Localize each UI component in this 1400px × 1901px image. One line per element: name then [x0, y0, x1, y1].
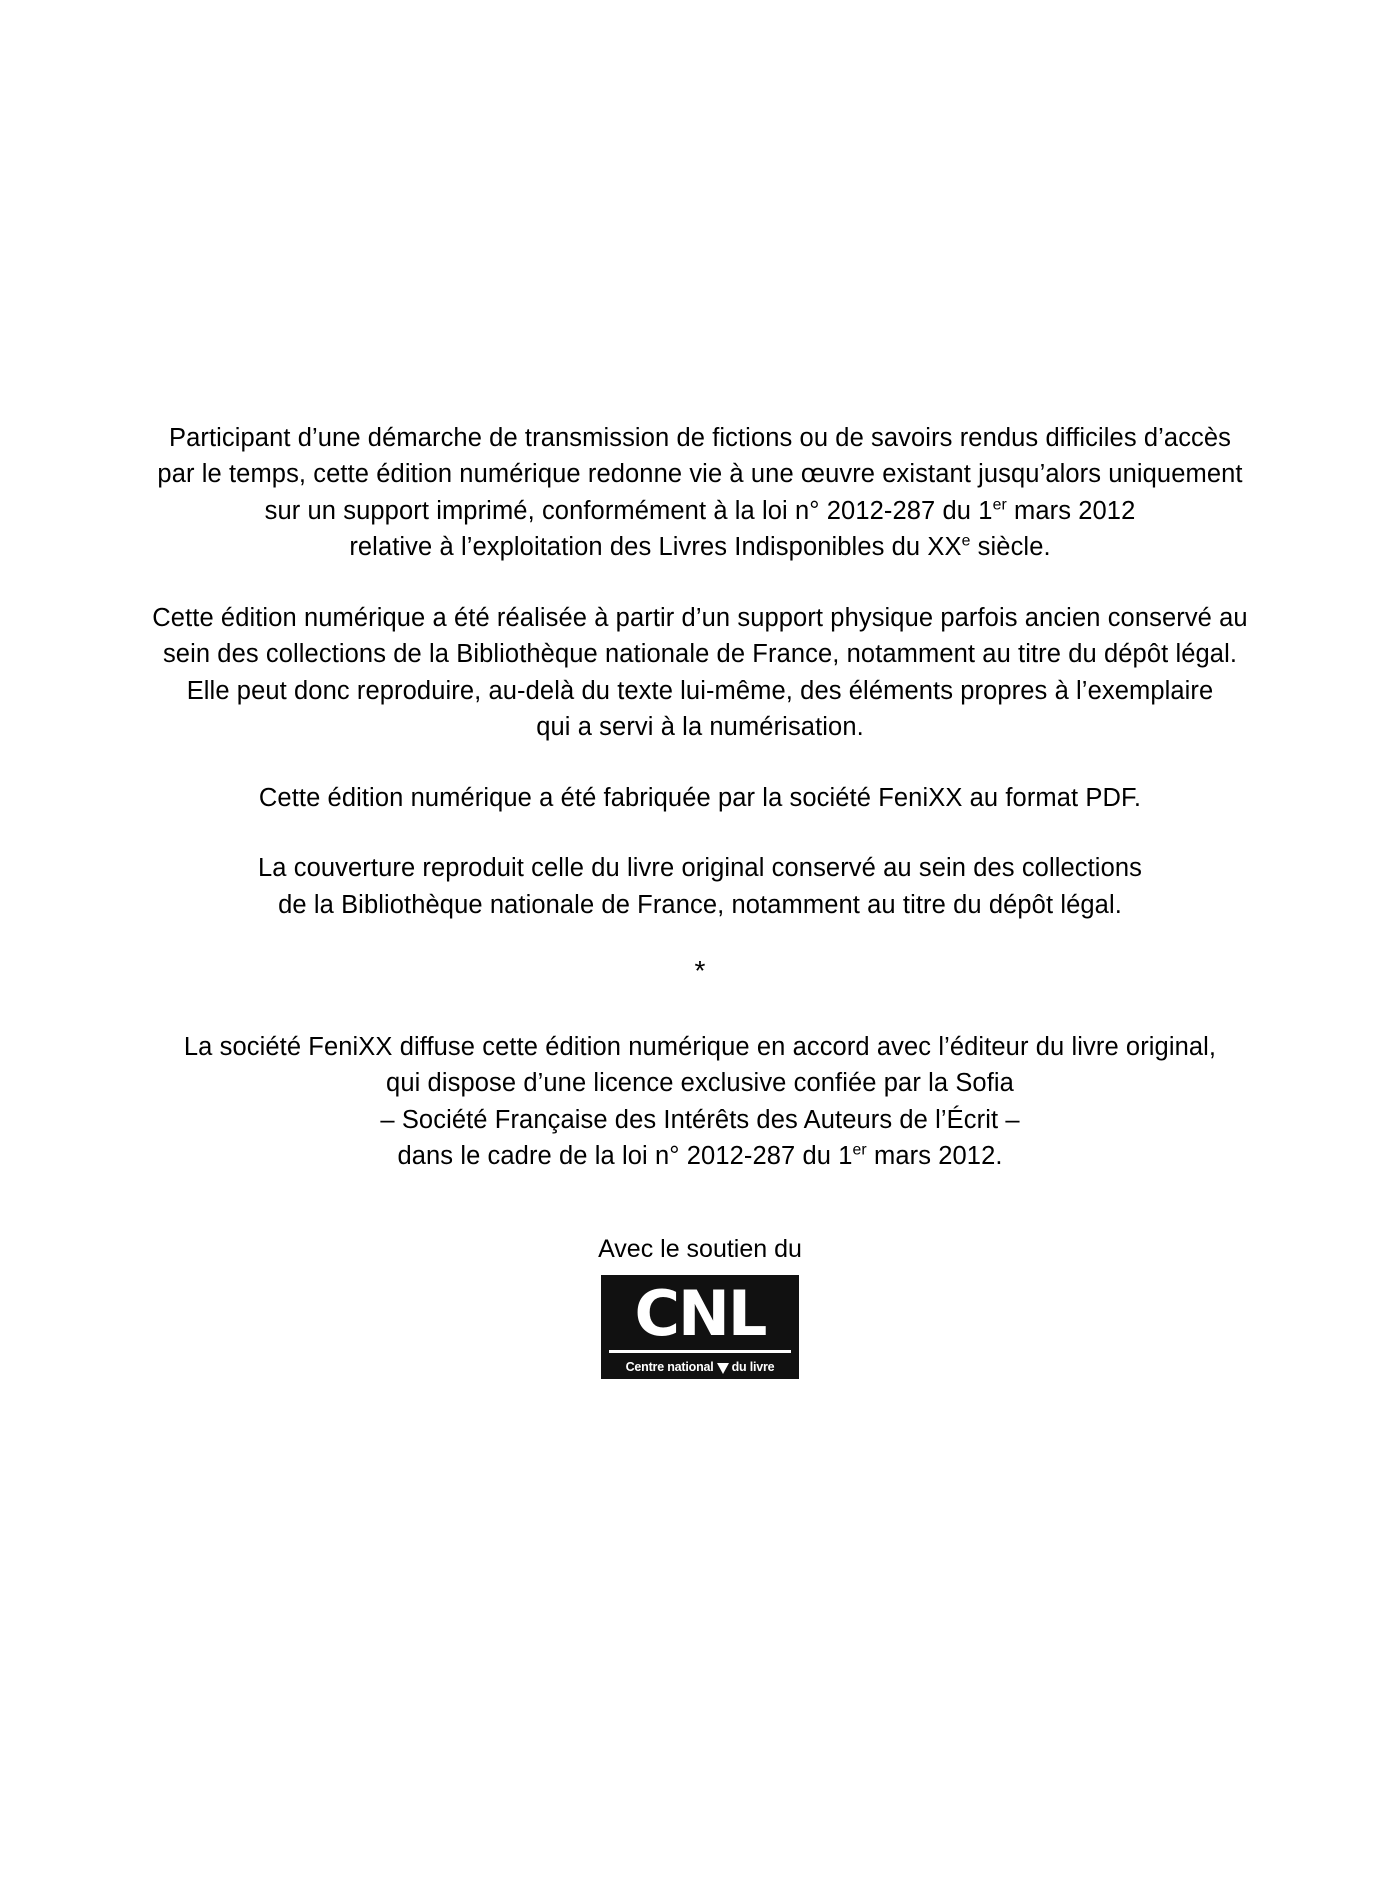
support-block: [120, 1233, 1280, 1380]
paragraph-couverture-line-2: de la Bibliothèque nationale de France, notamment au titre du dépôt légal.: [278, 890, 1122, 919]
section-separator-asterisk: *: [694, 954, 706, 986]
diffusion-law-reference-date: mars 2012.: [866, 1142, 1003, 1171]
cnl-logo-subtitle-right: du livre: [731, 1360, 775, 1375]
cnl-logo-subtitle: [601, 1359, 799, 1375]
cnl-logo-divider: [609, 1350, 791, 1353]
paragraph-support-physique-line-1: Cette édition numérique a été réalisée à partir d’un support physique parfois ancien conservé au: [152, 603, 1248, 632]
paragraph-diffusion: [120, 1029, 1280, 1175]
cnl-logo-tick-icon: [717, 1363, 729, 1374]
diffusion-law-reference-text: dans le cadre de la loi n° 2012-287 du 1: [397, 1142, 853, 1171]
ordinal-suffix-er: er: [992, 496, 1007, 514]
paragraph-fabrication: [120, 780, 1280, 816]
ordinal-suffix-e: e: [961, 532, 971, 550]
paragraph-support-physique-line-2: sein des collections de la Bibliothèque nationale de France, notamment au titre du dépôt légal.: [162, 640, 1238, 669]
paragraph-couverture: [120, 850, 1280, 923]
century-reference-text: relative à l’exploitation des Livres Indisponibles du XX: [349, 533, 962, 562]
law-reference-text: sur un support imprimé, conformément à la loi n° 2012-287 du 1: [264, 496, 993, 525]
paragraph-support-physique-line-4: qui a servi à la numérisation.: [536, 713, 864, 742]
cnl-logo-letters: CNL: [634, 1277, 766, 1351]
paragraph-transmission-line-1: Participant d’une démarche de transmission de fictions ou de savoirs rendus difficiles d’accès: [168, 424, 1232, 452]
paragraph-transmission: [120, 420, 1280, 566]
paragraph-diffusion-line-1: La société FeniXX diffuse cette édition numérique en accord avec l’éditeur du livre original,: [183, 1032, 1217, 1061]
paragraph-support-physique: [120, 600, 1280, 746]
cnl-logo: [601, 1275, 799, 1379]
paragraph-fabrication-line-1: Cette édition numérique a été fabriquée par la société FeniXX au format PDF.: [258, 783, 1142, 812]
paragraph-transmission-line-3: [120, 493, 1280, 529]
paragraph-transmission-line-2: par le temps, cette édition numérique redonne vie à une œuvre existant jusqu’alors uniquement: [157, 460, 1243, 489]
law-reference-date: mars 2012: [1006, 496, 1136, 525]
cnl-logo-subtitle-left: Centre national: [625, 1360, 714, 1375]
century-reference-suffix: siècle.: [970, 533, 1051, 562]
support-label: Avec le soutien du: [598, 1234, 802, 1263]
paragraph-couverture-line-1: La couverture reproduit celle du livre original conservé au sein des collections: [258, 854, 1142, 883]
paragraph-transmission-line-4: [120, 529, 1280, 565]
paragraph-support-physique-line-3: Elle peut donc reproduire, au-delà du texte lui-même, des éléments propres à l’exemplaire: [186, 676, 1214, 705]
paragraph-diffusion-line-3: – Société Française des Intérêts des Auteurs de l’Écrit –: [380, 1105, 1020, 1134]
paragraph-diffusion-line-2: qui dispose d’une licence exclusive confiée par la Sofia: [386, 1069, 1014, 1098]
ordinal-suffix-er-2: er: [852, 1141, 867, 1159]
paragraph-diffusion-line-4: [120, 1138, 1280, 1174]
legal-notice-block: [120, 420, 1280, 1379]
